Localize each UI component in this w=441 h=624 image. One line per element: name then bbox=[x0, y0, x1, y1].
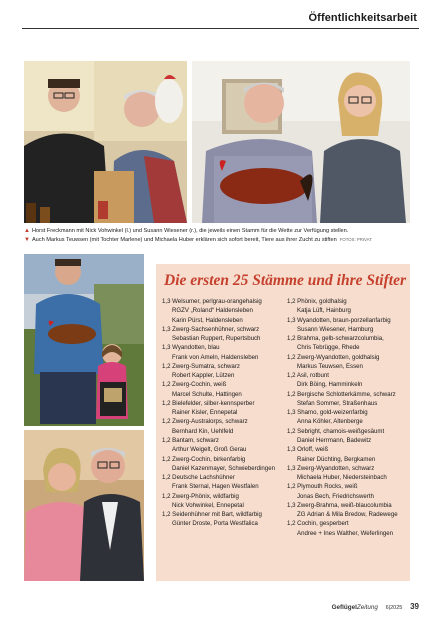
donor-entry bbox=[287, 353, 405, 372]
panel-title: Die ersten 25 Stämme und ihre Stifter bbox=[164, 272, 406, 289]
breed-line: 1,3 Wyandotten, blau bbox=[162, 344, 220, 352]
breed-line: 1,2 Phönix, goldhalsig bbox=[287, 298, 347, 305]
donor-line: Anna Köhler, Altenberge bbox=[297, 418, 363, 426]
breed-line: 1,2 Zwerg-Phönix, wildfarbig bbox=[162, 492, 239, 500]
donor-entry bbox=[287, 482, 405, 501]
breed-line: 1,3 Orloff, weiß bbox=[287, 446, 329, 454]
breed-line: 1,2 Plymouth Rocks, weiß bbox=[287, 483, 358, 491]
photo-teuwsen bbox=[24, 254, 144, 426]
breed-line: 1,3 Wyandotten, braun-porzellanfarbig bbox=[287, 316, 391, 324]
breed-line: 1,2 Zwerg-Australorps, schwarz bbox=[162, 418, 248, 426]
triangle-down-icon: ▼ bbox=[24, 237, 30, 243]
donor-entry bbox=[162, 510, 280, 529]
donor-line: Markus Teuwsen, Essen bbox=[297, 362, 363, 370]
photo-teuwsen-image bbox=[24, 254, 144, 426]
donor-line: ZG Adrian & Mila Bredow, Radewege bbox=[297, 511, 398, 519]
donor-entry bbox=[162, 492, 280, 511]
donor-line: Susann Wiesener, Hamburg bbox=[297, 325, 374, 333]
donor-entry bbox=[287, 445, 405, 464]
donor-line: Nick Vohwinkel, Ennepetal bbox=[172, 501, 244, 509]
donor-entry bbox=[287, 464, 405, 483]
footer-brand-suffix: Zeitung bbox=[356, 604, 378, 611]
breed-line: 1,2 Bergische Schlotterkämme, schwarz bbox=[287, 390, 396, 398]
donor-entry bbox=[287, 371, 405, 390]
donor-entry bbox=[287, 297, 405, 316]
breed-line: 1,3 Zwerg-Sachsenhühner, schwarz bbox=[162, 325, 260, 333]
donor-line: Chris Tebrügge, Rhede bbox=[297, 344, 360, 352]
photo-credit: FOTOS: PRIVAT bbox=[339, 237, 372, 242]
breed-line: 1,2 Brahma, gelb-schwarzcolumbia, bbox=[287, 335, 384, 343]
donor-line: Jonas Bech, Friedrichswerth bbox=[297, 492, 374, 500]
donor-line: Katja Lüft, Hainburg bbox=[297, 307, 351, 315]
caption-2 bbox=[24, 236, 416, 244]
donor-line: Arthur Weigelt, Groß Gerau bbox=[172, 446, 247, 454]
page-number: 39 bbox=[410, 602, 419, 611]
donor-entry bbox=[287, 334, 405, 353]
breed-line: 1,2 Sebright, chamois-weißgesäumt bbox=[287, 427, 385, 435]
donor-line: Dirk Böing, Hamminkeln bbox=[297, 381, 363, 389]
donor-line: Michaela Huber, Niedersteinbach bbox=[297, 474, 387, 482]
breed-line: 1,2 Zwerg-Wyandotten, goldhalsig bbox=[287, 353, 380, 361]
donors-column-left bbox=[162, 297, 280, 529]
donor-line: Daniel Kazenmayer, Schwieberdingen bbox=[172, 464, 275, 472]
donor-entry bbox=[287, 519, 405, 538]
photo-wiesener bbox=[192, 61, 410, 223]
breed-line: 1,2 Seidenhühner mit Bart, wildfarbig bbox=[162, 511, 262, 519]
breed-line: 1,3 Zwerg-Wyandotten, schwarz bbox=[287, 464, 375, 472]
donor-line: Rainer Kisler, Ennepetal bbox=[172, 409, 238, 417]
donor-entry bbox=[162, 325, 280, 344]
breed-line: 1,2 Cochin, gesperbert bbox=[287, 520, 349, 528]
breed-line: 1,2 Asil, rotbunt bbox=[287, 372, 330, 380]
donor-line: Robert Kappler, Lützen bbox=[172, 372, 235, 380]
donor-line: Sebastian Ruppert, Rupertsbuch bbox=[172, 335, 261, 343]
photo-freckmann-vohwinkel bbox=[24, 61, 187, 223]
header-rule bbox=[22, 28, 419, 29]
donor-entry bbox=[162, 455, 280, 474]
donor-line: Frank Sternal, Hagen Westfalen bbox=[172, 483, 259, 491]
section-title: Öffentlichkeitsarbeit bbox=[308, 12, 417, 24]
donor-line: Karin Pürst, Haldensleben bbox=[172, 316, 243, 324]
donor-entry bbox=[162, 417, 280, 436]
donor-entry bbox=[162, 380, 280, 399]
donor-line: Andree + Ines Walther, Weferlingen bbox=[297, 529, 394, 537]
footer-brand: Geflügel bbox=[331, 604, 357, 611]
photo-freckmann-vohwinkel-image bbox=[24, 61, 187, 223]
donor-entry bbox=[162, 399, 280, 418]
donor-line: Bernhard Kin, Uehlfeld bbox=[172, 427, 234, 435]
donor-entry bbox=[287, 390, 405, 409]
photo-huber bbox=[24, 430, 144, 581]
donor-line: Stefan Sommer, Straßenhaus bbox=[297, 399, 378, 407]
breed-line: 1,2 Deutsche Lachshühner bbox=[162, 474, 235, 482]
donor-entry bbox=[162, 297, 280, 325]
breed-line: 1,3 Zwerg-Brahma, weiß-blaucolumbia bbox=[287, 501, 392, 509]
donor-entry bbox=[162, 343, 280, 362]
donor-line: Frank von Ameln, Haldensleben bbox=[172, 353, 259, 361]
donor-entry bbox=[162, 436, 280, 455]
donor-entry bbox=[287, 408, 405, 427]
breed-line: 1,2 Zwerg-Cochin, birkenfarbig bbox=[162, 455, 246, 463]
donor-entry bbox=[162, 473, 280, 492]
donor-entry bbox=[287, 316, 405, 335]
donor-line: Rainer Düchting, Bergkamen bbox=[297, 455, 376, 463]
breed-line: 1,3 Welsumer, perlgrau-orangehalsig bbox=[162, 298, 262, 305]
page-footer bbox=[332, 602, 419, 611]
donors-column-right bbox=[287, 297, 405, 538]
donor-entry bbox=[162, 362, 280, 381]
triangle-up-icon: ▲ bbox=[24, 228, 30, 234]
donor-entry bbox=[287, 427, 405, 446]
donor-entry bbox=[287, 501, 405, 520]
donor-line: Günter Droste, Porta Westfalica bbox=[172, 520, 258, 528]
donor-line: Marcel Schulte, Hattingen bbox=[172, 390, 242, 398]
caption-1-text: Horst Freckmann mit Nick Vohwinkel (l.) und Susann Wiesener (r.), die jeweils einen Stamm für die Wette zur Verfügung stellen. bbox=[31, 228, 349, 234]
donors-panel bbox=[156, 264, 410, 581]
caption-1 bbox=[24, 227, 416, 235]
breed-line: 1,2 Zwerg-Sumatra, schwarz bbox=[162, 362, 240, 370]
caption-2-text: Auch Markus Teuwsen (mit Tochter Marlene) und Michaela Huber erklären sich sofort bereit, Tiere aus ihrer Zucht zu stiften bbox=[31, 237, 337, 243]
donor-line: Daniel Herrmann, Badewitz bbox=[297, 436, 372, 444]
photo-wiesener-image bbox=[192, 61, 410, 223]
footer-issue: 6|2025 bbox=[385, 605, 403, 611]
breed-line: 1,3 Shamo, gold-weizenfarbig bbox=[287, 409, 368, 417]
breed-line: 1,2 Bielefelder, silber-kennsperber bbox=[162, 399, 255, 407]
breed-line: 1,2 Bantam, schwarz bbox=[162, 436, 219, 444]
donor-line: RGZV „Roland“ Haldensleben bbox=[172, 307, 253, 315]
photo-huber-image bbox=[24, 430, 144, 581]
breed-line: 1,2 Zwerg-Cochin, weiß bbox=[162, 381, 227, 389]
